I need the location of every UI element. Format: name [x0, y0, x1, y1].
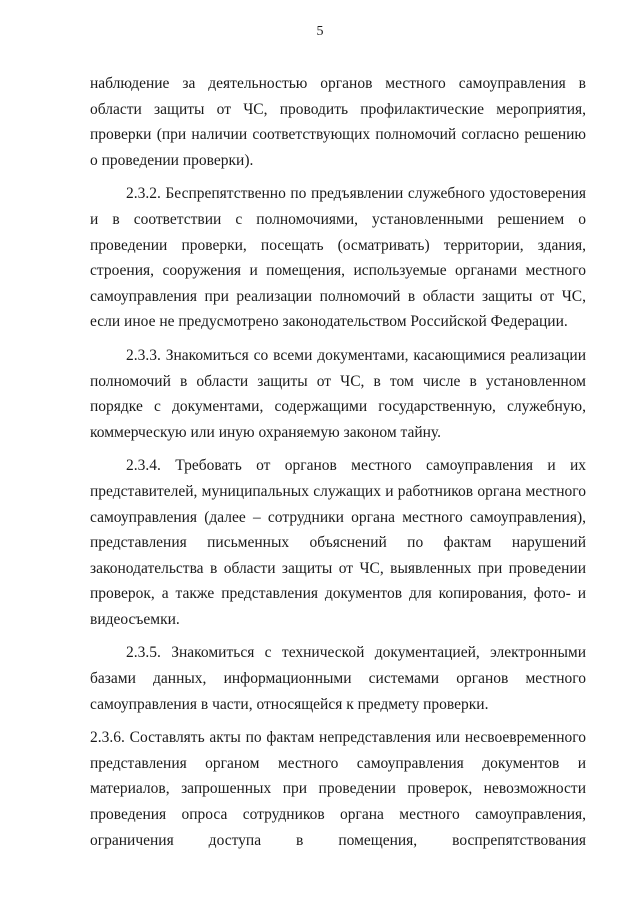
paragraph-2-3-4: 2.3.4. Требовать от органов местного самоуправления и их представителей, муниципальных служащих и работников органа местного самоуправления (далее – сотрудники органа местного самоуправления), представления письменных объяснений по фактам нарушений законодательства в области защиты от ЧС, выявленных при проведении проверок, а также представления документов для копирования, фото- и видеосъемки. [90, 457, 586, 628]
paragraph-2-3-2: 2.3.2. Беспрепятственно по предъявлении служебного удостоверения и в соответствии с полномочиями, установленными решением о проведении проверки, посещать (осматривать) территории, здания, строения, сооружения и помещения, используемые органами местного самоуправления при реализации полномочий в области защиты от ЧС, если иное не предусмотрено законодательством Российской Федерации. [90, 185, 586, 331]
document-body [90, 71, 586, 853]
paragraph-continuation: наблюдение за деятельностью органов местного самоуправления в области защиты от ЧС, проводить профилактические мероприятия, проверки (при наличии соответствующих полномочий согласно решению о проведении проверки). [90, 75, 586, 169]
paragraph-2-3-5: 2.3.5. Знакомиться с технической документацией, электронными базами данных, информационными системами органов местного самоуправления в части, относящейся к предмету проверки. [90, 644, 586, 713]
paragraph-2-3-3: 2.3.3. Знакомиться со всеми документами, касающимися реализации полномочий в области защиты от ЧС, в том числе в установленном порядке с документами, содержащими государственную, служебную, коммерческую или иную охраняемую законом тайну. [90, 346, 586, 441]
paragraph-2-3-6: 2.3.6. Составлять акты по фактам непредставления или несвоевременного представления органом местного самоуправления документов и материалов, запрошенных при проведении проверок, невозможности проведения опроса сотрудников органа местного самоуправления, ограничения доступа в помещения, воспрепятствования [90, 729, 586, 849]
page-number: 5 [316, 24, 324, 39]
